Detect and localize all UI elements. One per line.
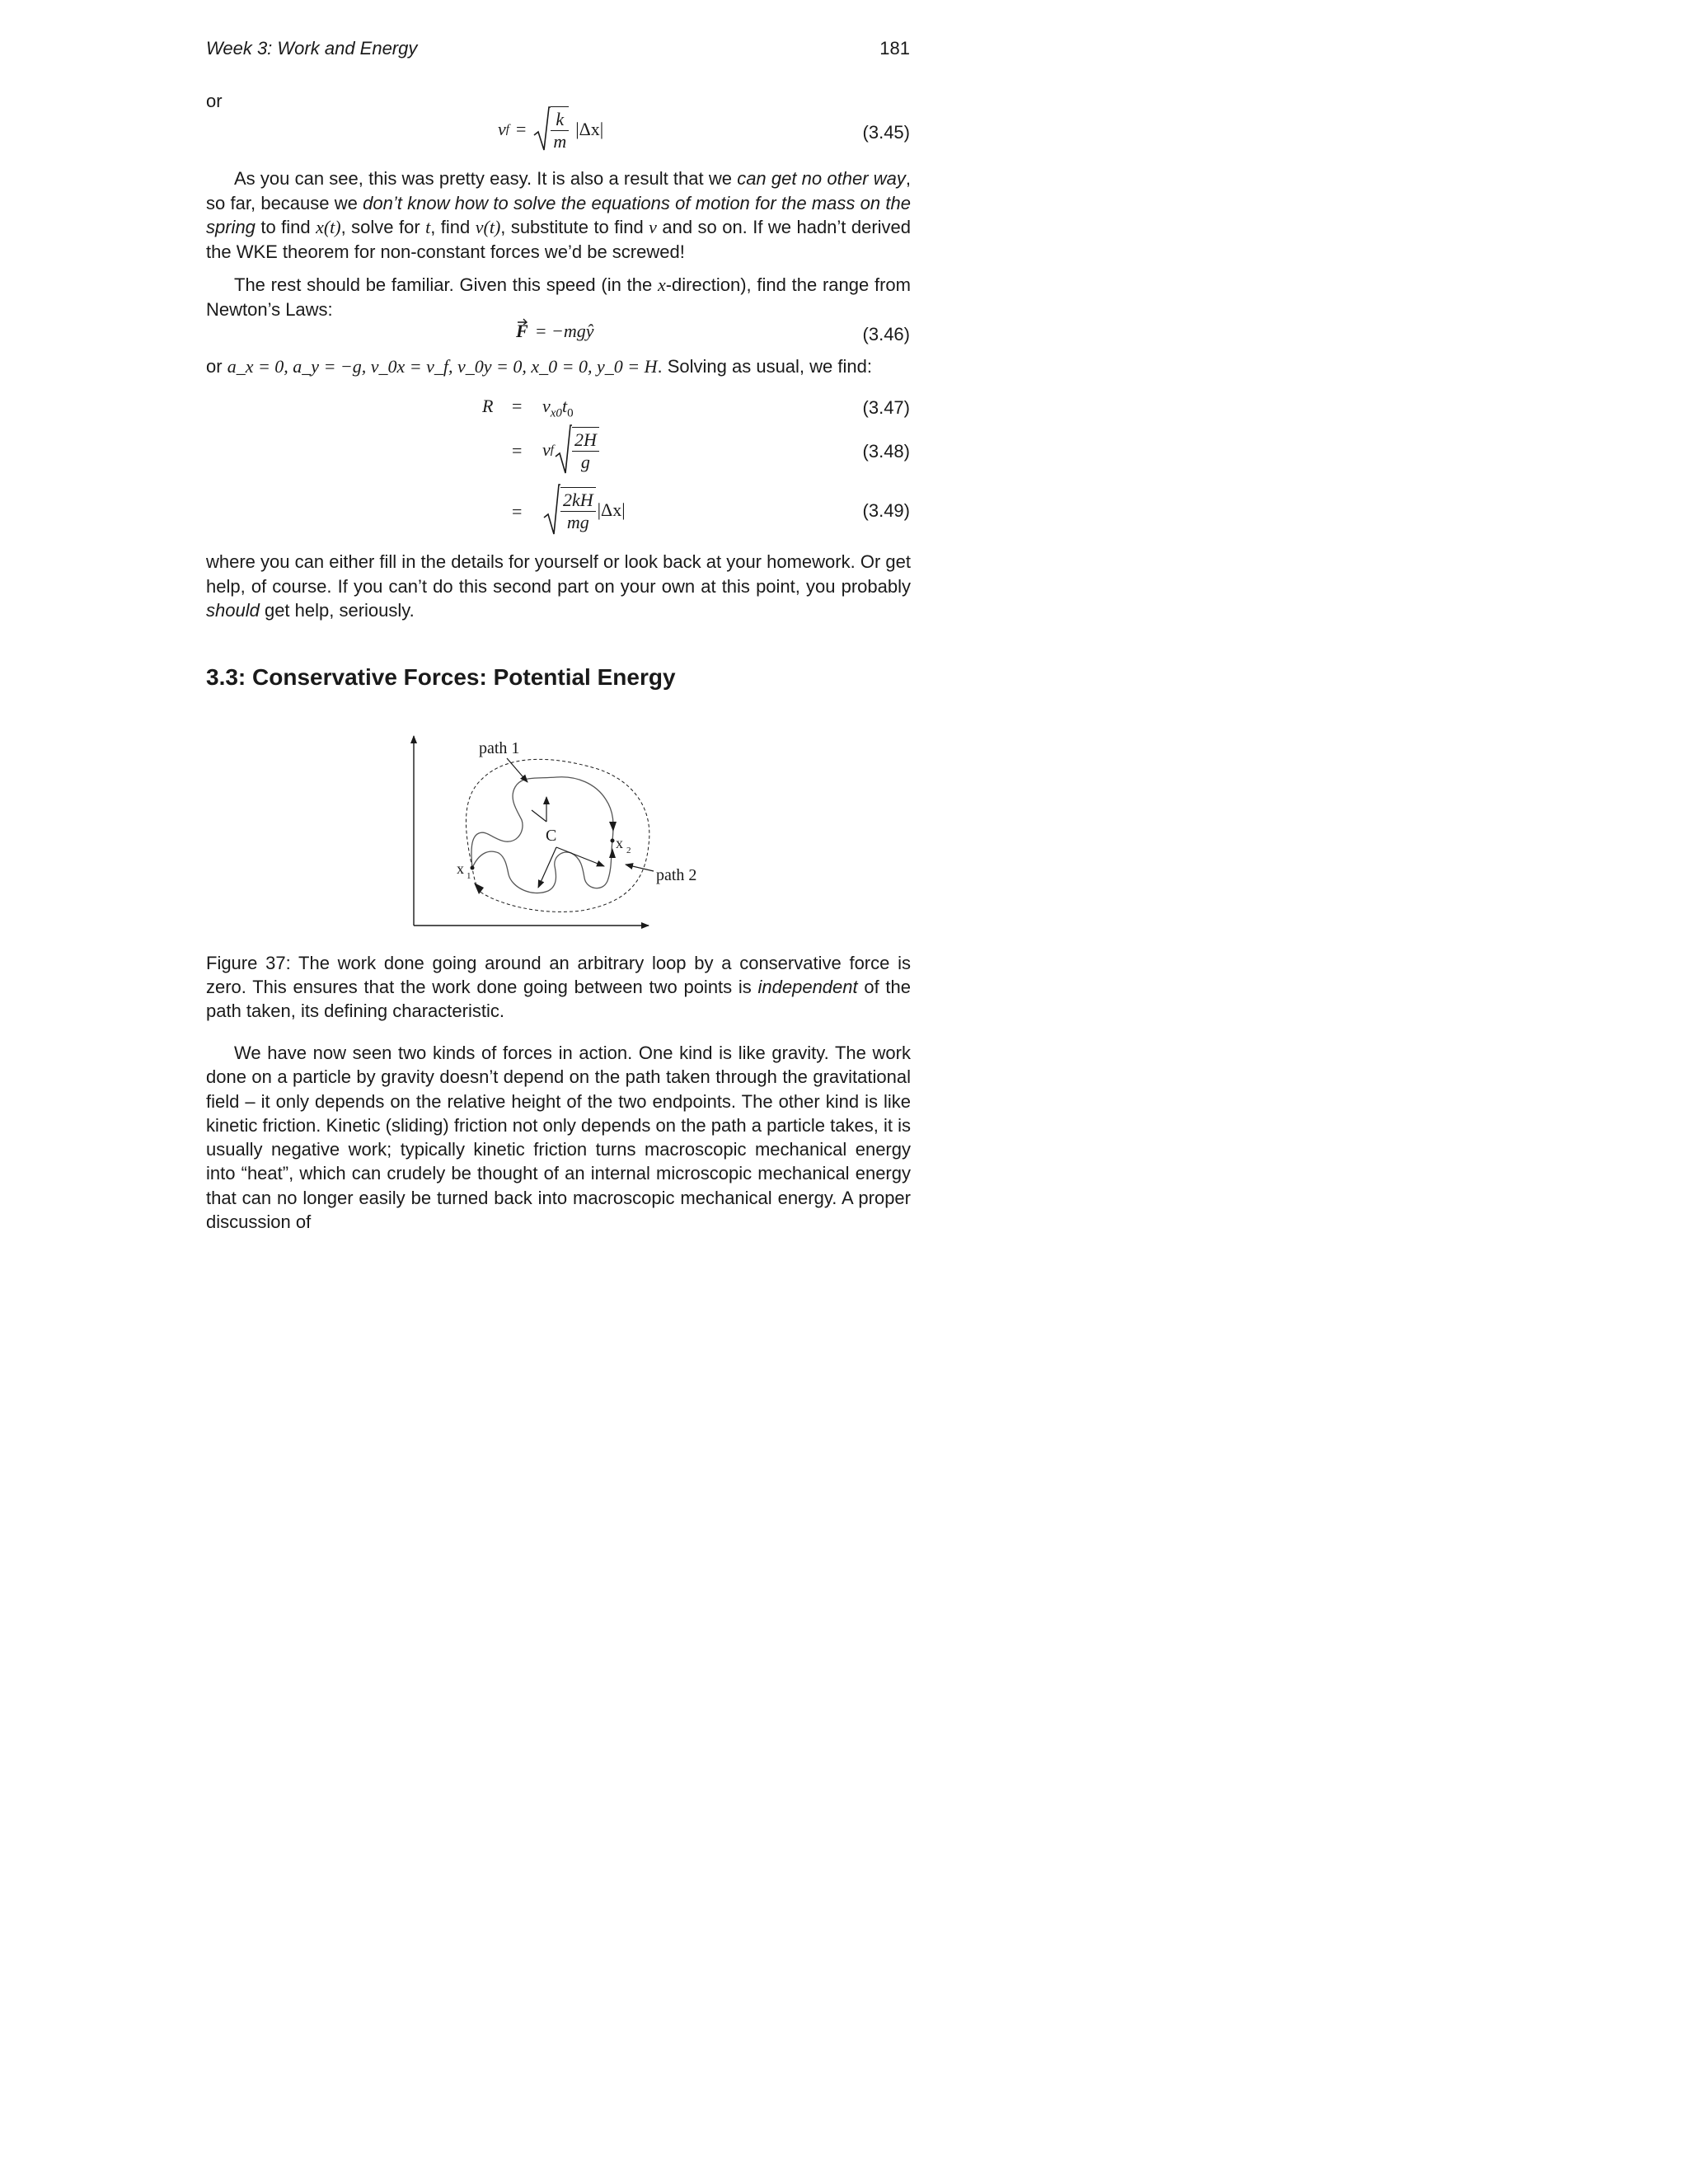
eq-number-3-48: (3.48) [862, 441, 910, 462]
point-x1 [471, 866, 475, 870]
p1-math: t [425, 217, 431, 237]
eq348-fraction [572, 427, 599, 473]
paragraph-range [206, 273, 911, 321]
eq345-num: k [551, 109, 569, 131]
running-header: Week 3: Work and Energy [206, 38, 418, 59]
p4-text: where you can either fill in the details for yourself or look back at your homework. Or get help, of course. If you can’t do this second part on your own at this point, you probably [206, 551, 911, 597]
eq347-rhs2: t [561, 396, 568, 416]
loop-arrowhead [609, 848, 616, 858]
equation-3-45 [498, 105, 603, 153]
caption-text: Figure 37: The work done going around an arbitrary loop by a conservative force is zero. This ensures that the work done going between two points is [206, 953, 911, 997]
p1-emph: can get no other way [737, 168, 906, 189]
eq349-den: mg [566, 512, 589, 532]
p1-text: , so far, because we [206, 168, 911, 213]
eq345-fraction [551, 106, 569, 152]
eq345-den: m [553, 131, 567, 152]
label-path1: path 1 [479, 739, 520, 757]
label-x2-sub: 2 [626, 846, 631, 855]
equation-3-47 [482, 396, 574, 420]
figure-conservative-loop [408, 729, 713, 935]
p1-text: , find [430, 217, 476, 237]
eq-number-3-49: (3.49) [862, 500, 910, 521]
eq345-lhs-sub: f [505, 122, 509, 136]
paragraph-initial-conditions [206, 354, 911, 379]
p1-text: and so on. If we hadn’t derived the WKE theorem for non-constant forces we’d be screwed! [206, 217, 912, 262]
eq349-equals: = [512, 501, 523, 522]
eq347-rhs-sub: x0 [550, 406, 562, 420]
figure-caption [206, 951, 911, 1023]
eq347-rhs: v [542, 396, 551, 416]
path2-arrowhead [474, 883, 484, 894]
p3-text: . Solving as usual, we find: [657, 356, 872, 377]
p2-text: The rest should be familiar. Given this speed (in the [234, 274, 658, 295]
p1-math: v(t) [475, 217, 501, 237]
eq348-den: g [580, 452, 590, 472]
p1-math: v [649, 217, 657, 237]
eq349-tail: |Δx| [597, 499, 626, 520]
p1-text: , substitute to find [500, 217, 649, 237]
p1-text: As you can see, this was pretty easy. It is also a result that we [234, 168, 738, 189]
page-number: 181 [879, 38, 910, 59]
force-arrows [507, 758, 654, 888]
path1-arrowhead [609, 822, 617, 832]
caption-emph: independent [757, 977, 858, 997]
label-x1-sub: 1 [467, 871, 471, 881]
label-path2: path 2 [656, 866, 697, 884]
eq345-lhs: v [498, 119, 506, 139]
intro-word: or [206, 91, 223, 111]
label-c: C [546, 827, 557, 845]
eq-number-3-47: (3.47) [862, 397, 910, 418]
label-x1: x [457, 860, 464, 877]
eq348-pre-sub: f [550, 443, 554, 457]
p1-text: , solve for [340, 217, 426, 237]
eq348-pre: v [542, 439, 551, 460]
equation-3-49 [542, 483, 626, 537]
eq345-equals: = [515, 119, 527, 139]
p3-math: a_x = 0, a_y = −g, v_0x = v_f, v_0y = 0, x_0 = 0, y_0 = H [227, 356, 658, 377]
section-heading: 3.3: Conservative Forces: Potential Energy [206, 664, 676, 690]
p2-math: x [657, 274, 666, 295]
eq349-fraction [560, 487, 596, 533]
p1-emph: don’t know how to solve the equations of motion for the mass on the spring [206, 192, 911, 237]
eq-number-3-46: (3.46) [862, 324, 910, 344]
vector-arrow-icon [517, 318, 528, 325]
eq346-rhs: = −mgŷ [534, 321, 594, 341]
p4-text: get help, seriously. [259, 600, 415, 621]
eq347-equals: = [512, 396, 523, 416]
equation-3-48 [542, 424, 601, 476]
paragraph-details [206, 550, 911, 623]
eq348-num: 2H [572, 429, 599, 452]
eq349-num: 2kH [560, 490, 596, 512]
p3-text: or [206, 356, 227, 377]
paragraph-wke [206, 166, 911, 264]
eq348-equals: = [512, 440, 523, 461]
label-x2: x [616, 835, 623, 851]
solid-loop-c [471, 777, 613, 893]
point-x2 [611, 839, 615, 843]
eq347-lhs: R [482, 396, 494, 416]
p1-text: to find [255, 217, 316, 237]
eq347-rhs2-sub: 0 [567, 406, 574, 420]
sqrt-radical-icon [542, 483, 560, 537]
caption-text: of the path taken, its defining characteristic. [206, 977, 911, 1021]
p1-math: x(t) [316, 217, 341, 237]
paragraph-two-kinds-of-forces: We have now seen two kinds of forces in action. One kind is like gravity. The work done on a particle by gravity doesn’t depend on the path taken through the gravitational field – it only depends on the relative height of the two endpoints. The other kind is like kinetic friction. Kinetic (sliding) friction not only depends on the path a particle takes, it is usually negative work; typically kinetic friction turns macroscopic mechanical energy into “heat”, which can crudely be thought of an internal microscopic mechanical energy that can no longer easily be turned back into macroscopic mechanical energy. A proper discussion of [206, 1043, 911, 1233]
p2-text: -direction), find the range from Newton’s Laws: [206, 274, 911, 320]
sqrt-radical-icon [532, 105, 551, 153]
eq345-tail: |Δx| [575, 119, 604, 139]
sqrt-radical-icon [554, 424, 572, 476]
force-vector: F [516, 321, 528, 341]
eq-number-3-45: (3.45) [862, 122, 910, 143]
p4-emph: should [206, 600, 260, 621]
